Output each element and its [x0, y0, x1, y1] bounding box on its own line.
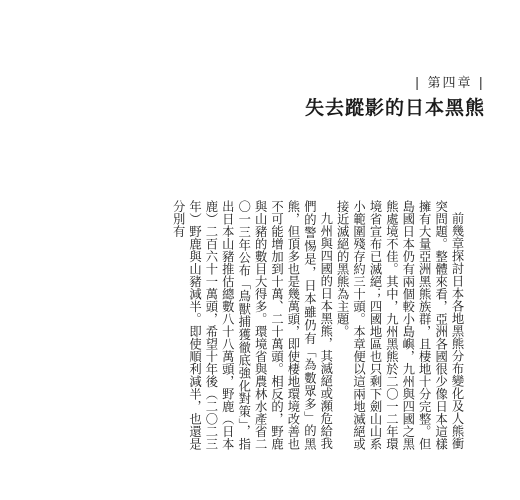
chapter-bar-left: |	[414, 76, 422, 91]
chapter-number: 第四章	[427, 76, 473, 91]
paragraph-1: 前幾章探討日本各地黑熊分布變化及人熊衝突問題。整體來看，亞洲各國很少像日本這樣擁有大量亞洲黑熊族群，且棲地十分完整。但島國日本仍有兩個較小島嶼，九州與四國之黑熊處境不佳。其中，九州黑熊於二〇一二年環境省宣布已滅絕；四國地區也只剩下劍山山系小範圍殘存約三十頭。本章便以這兩地滅絕或接近滅絕的黑熊為主題。	[335, 200, 464, 450]
body-text	[60, 200, 465, 450]
paragraph-2: 九州與四國的日本黑熊，其滅絕或瀕危給我們的警惕是，日本雖仍有「為數眾多」的黑熊，但頂多也是幾萬頭，即使棲地環境改善也不可能增加到十萬、二十萬頭。相反的，野鹿與山豬的數目大得多。環境省與農林水產省二〇一三年公布「鳥獸捕獲徹底強化對策」，指出日本山豬推估總數八十八萬頭，野鹿（日本鹿）二百六十一萬頭，希望十年後（二〇二三年）野鹿與山豬減半。即使順利減半，也還是分別有	[171, 200, 333, 450]
chapter-label	[0, 72, 485, 91]
chapter-bar-right: |	[478, 76, 485, 91]
chapter-title: 失去蹤影的日本黑熊	[304, 97, 485, 119]
